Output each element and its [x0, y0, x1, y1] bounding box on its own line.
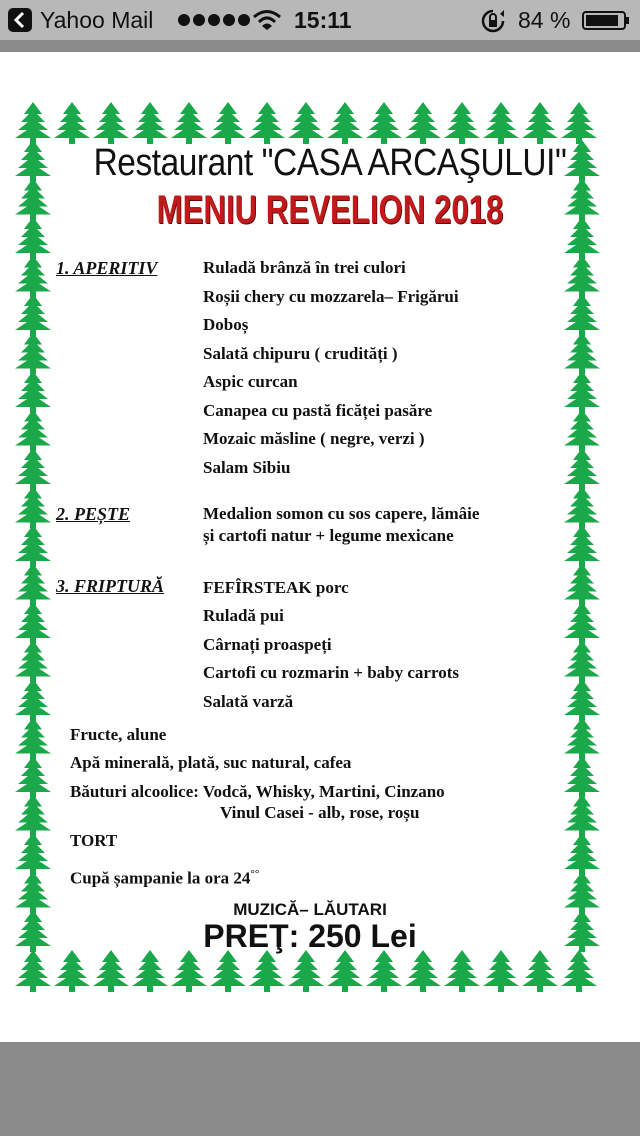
tree-icon [366, 950, 402, 992]
tree-icon [564, 525, 600, 567]
tree-icon [15, 602, 51, 644]
tree-icon [564, 448, 600, 490]
menu-item: Mozaic măsline ( negre, verzi ) [203, 429, 425, 448]
menu-image [0, 52, 640, 1042]
extra-cake: TORT [70, 831, 118, 850]
tree-icon [210, 102, 246, 144]
battery-percent: 84 % [518, 7, 571, 33]
tree-icon [93, 950, 129, 992]
menu-item: Doboș [203, 315, 249, 334]
back-arrow-icon[interactable] [8, 8, 32, 32]
champagne-superscript: °° [250, 868, 260, 880]
tree-icon [483, 950, 519, 992]
extra-drinks: Apă minerală, plată, suc natural, cafea [70, 753, 352, 772]
wifi-icon [252, 8, 282, 32]
menu-item: Salată chipuru ( crudități ) [203, 344, 398, 363]
tree-icon [15, 525, 51, 567]
tree-icon [15, 950, 51, 992]
viewer-background-top [0, 40, 640, 52]
tree-icon [564, 294, 600, 336]
tree-icon [15, 371, 51, 413]
tree-icon [564, 910, 600, 952]
menu-item: Ruladă brânză în trei culori [203, 258, 406, 277]
tree-icon [15, 448, 51, 490]
tree-icon [405, 102, 441, 144]
tree-icon [327, 950, 363, 992]
menu-item: Aspic curcan [203, 372, 298, 391]
tree-icon [561, 102, 597, 144]
tree-icon [15, 410, 51, 452]
tree-icon [564, 756, 600, 798]
tree-icon [15, 564, 51, 606]
tree-icon [564, 641, 600, 683]
tree-icon [171, 950, 207, 992]
tree-icon [483, 102, 519, 144]
tree-icon [15, 256, 51, 298]
menu-item: Canapea cu pastă ficăței pasăre [203, 401, 433, 420]
tree-icon [15, 140, 51, 182]
restaurant-title: Restaurant "CASA ARCAŞULUI" [93, 142, 567, 184]
section-heading-aperitiv: 1. APERITIV [56, 258, 158, 278]
menu-item: Roșii chery cu mozzarela– Frigărui [203, 287, 459, 306]
tree-icon [564, 833, 600, 875]
extra-wine: Vinul Casei - alb, rose, roșu [220, 803, 420, 822]
viewer-background-bottom [0, 1042, 640, 1136]
battery-icon [582, 11, 630, 30]
tree-icon [249, 950, 285, 992]
tree-icon [249, 102, 285, 144]
tree-icon [132, 950, 168, 992]
back-app-label[interactable]: Yahoo Mail [40, 7, 154, 33]
tree-icon [54, 950, 90, 992]
tree-icon [561, 950, 597, 992]
tree-icon [210, 950, 246, 992]
tree-icon [564, 564, 600, 606]
tree-icon [15, 102, 51, 144]
tree-icon [54, 102, 90, 144]
tree-icon [522, 950, 558, 992]
tree-icon [564, 333, 600, 375]
tree-icon [15, 294, 51, 336]
tree-icon [15, 679, 51, 721]
tree-icon [15, 487, 51, 529]
tree-icon [15, 179, 51, 221]
status-bar [0, 0, 640, 40]
tree-icon [564, 217, 600, 259]
tree-icon [327, 102, 363, 144]
extra-alcohol: Băuturi alcoolice: Vodcă, Whisky, Martini, Cinzano [70, 782, 445, 801]
tree-icon [93, 102, 129, 144]
tree-icon [366, 102, 402, 144]
tree-icon [564, 371, 600, 413]
menu-item: și cartofi natur + legume mexicane [203, 526, 454, 545]
champagne-text: Cupă șampanie la ora 24 [70, 868, 251, 888]
tree-icon [15, 641, 51, 683]
menu-item: Medalion somon cu sos capere, lămâie [203, 504, 480, 523]
tree-icon [564, 602, 600, 644]
tree-icon [15, 718, 51, 760]
extra-fruits: Fructe, alune [70, 725, 167, 744]
tree-icon [15, 756, 51, 798]
tree-icon [444, 102, 480, 144]
tree-icon [564, 872, 600, 914]
menu-item: Ruladă pui [203, 606, 284, 625]
tree-icon [15, 833, 51, 875]
menu-item: Cartofi cu rozmarin + baby carrots [203, 663, 459, 682]
tree-icon [132, 102, 168, 144]
tree-icon [15, 795, 51, 837]
tree-icon [171, 102, 207, 144]
tree-icon [564, 795, 600, 837]
tree-icon [564, 410, 600, 452]
tree-icon [564, 256, 600, 298]
tree-icon [15, 217, 51, 259]
rotation-lock-icon [480, 8, 506, 34]
tree-icon [564, 718, 600, 760]
tree-icon [15, 910, 51, 952]
section-heading-peste: 2. PEȘTE [56, 504, 131, 524]
tree-icon [564, 179, 600, 221]
tree-icon [564, 487, 600, 529]
menu-item: FEFÎRSTEAK porc [203, 578, 349, 597]
tree-icon [15, 872, 51, 914]
menu-item: Cârnați proaspeți [203, 635, 332, 654]
clock: 15:11 [294, 7, 352, 33]
tree-icon [405, 950, 441, 992]
price-line: PREŢ: 250 Lei [203, 918, 417, 954]
menu-item: Salată varză [203, 692, 294, 711]
menu-item: Salam Sibiu [203, 458, 291, 477]
menu-subtitle: MENIU REVELION 2018 [156, 188, 504, 232]
tree-icon [15, 333, 51, 375]
tree-icon [564, 140, 600, 182]
tree-icon [444, 950, 480, 992]
tree-icon [288, 950, 324, 992]
tree-icon [522, 102, 558, 144]
extra-champagne [70, 868, 259, 889]
tree-icon [288, 102, 324, 144]
music-line: MUZICĂ– LĂUTARI [233, 900, 387, 919]
tree-icon [564, 679, 600, 721]
section-heading-friptura: 3. FRIPTURĂ [56, 576, 165, 596]
